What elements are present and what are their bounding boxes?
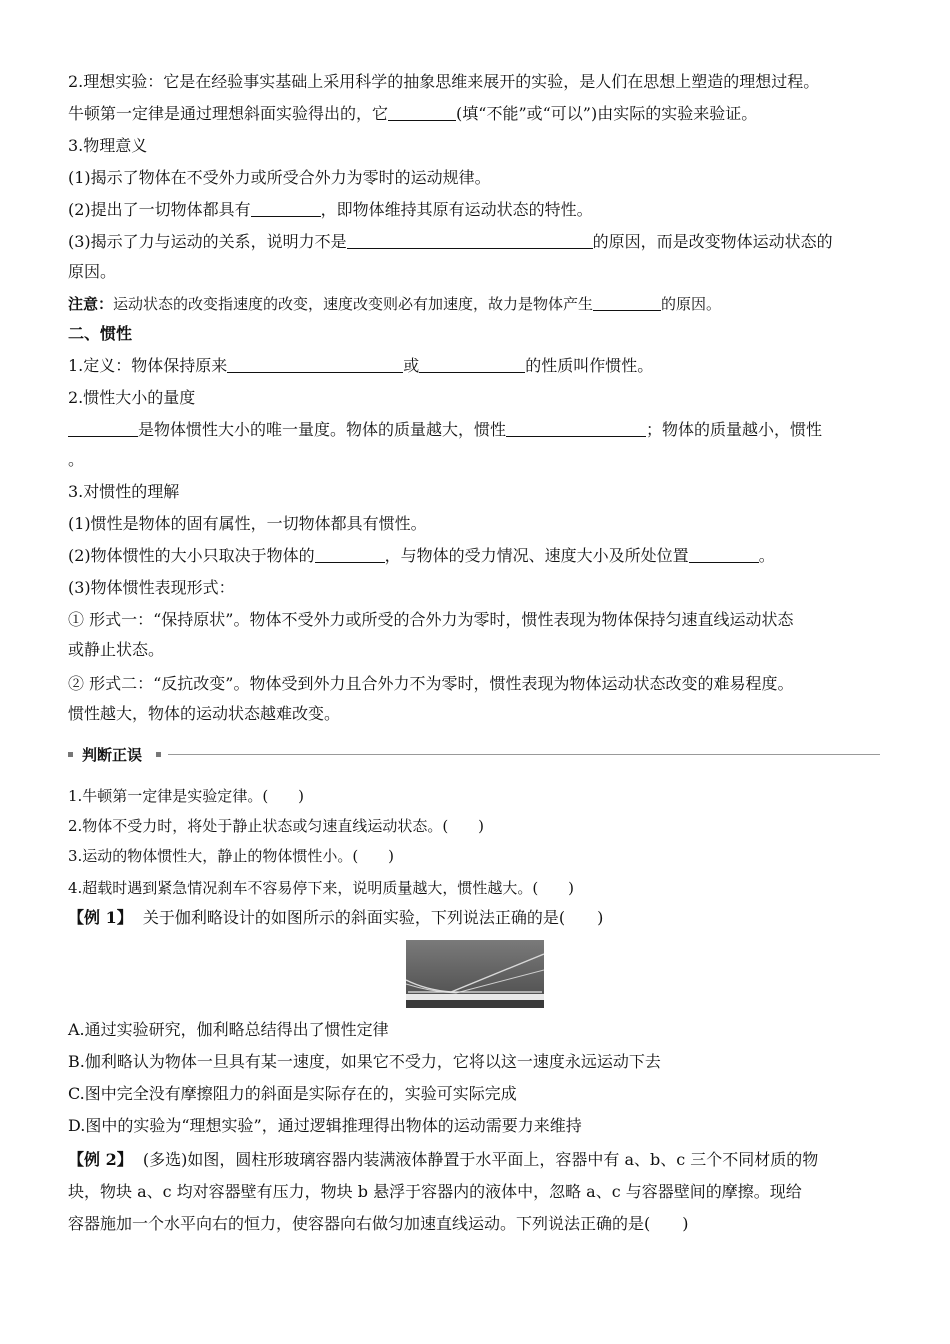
judge-section-header xyxy=(68,744,880,766)
example-1-option: A.通过实验研究，伽利略总结得出了惯性定律 xyxy=(68,1020,389,1039)
judge-item: 4.超载时遇到紧急情况刹车不容易停下来，说明质量越大，惯性越大。( ) xyxy=(68,879,575,897)
example-2-line1: 【例 2】 (多选)如图，圆柱形玻璃容器内装满液体静置于水平面上，容器中有 a、b、c 三个不同材质的物 xyxy=(68,1150,819,1169)
example-1-option: D.图中的实验为“理想实验”，通过逻辑推理得出物体的运动需要力来维持 xyxy=(68,1116,582,1135)
example-label: 【例 1】 xyxy=(68,908,133,927)
judge-item: 2.物体不受力时，将处于静止状态或匀速直线运动状态。( ) xyxy=(68,817,485,835)
judge-item: 1.牛顿第一定律是实验定律。( ) xyxy=(68,787,305,805)
fill-blank[interactable] xyxy=(251,200,321,217)
meaning-item-2: (2)提出了一切物体都具有 ，即物体维持其原有运动状态的特性。 xyxy=(68,200,593,219)
judge-item: 3.运动的物体惯性大，静止的物体惯性小。( ) xyxy=(68,847,395,865)
meaning-item-3: (3)揭示了力与运动的关系，说明力不是 的原因，而是改变物体运动状态的 xyxy=(68,232,833,251)
form-two-line1: ② 形式二：“反抗改变”。物体受到外力且合外力不为零时，惯性表现为物体运动状态改变的难易程度。 xyxy=(68,674,794,693)
inertia-measure-title: 2.惯性大小的量度 xyxy=(68,388,196,407)
fill-blank[interactable] xyxy=(689,546,759,563)
fill-blank[interactable] xyxy=(68,420,138,437)
ideal-experiment-line1: 2.理想实验：它是在经验事实基础上采用科学的抽象思维来展开的实验，是人们在思想上塑造的理想过程。 xyxy=(68,72,820,91)
example-1-option: B.伽利略认为物体一旦具有某一速度，如果它不受力，它将以这一速度永远运动下去 xyxy=(68,1052,661,1071)
meaning-item-1: (1)揭示了物体在不受外力或所受合外力为零时的运动规律。 xyxy=(68,168,491,187)
understand-item-1: (1)惯性是物体的固有属性，一切物体都具有惯性。 xyxy=(68,514,427,533)
section-heading-inertia: 二、惯性 xyxy=(68,324,133,343)
fill-blank[interactable] xyxy=(419,356,525,373)
example-2-line3: 容器施加一个水平向右的恒力，使容器向右做匀加速直线运动。下列说法正确的是( ) xyxy=(68,1214,689,1233)
example-1-option: C.图中完全没有摩擦阻力的斜面是实际存在的，实验可实际完成 xyxy=(68,1084,517,1103)
example-2-line2: 块，物块 a、c 均对容器壁有压力，物块 b 悬浮于容器内的液体中，忽略 a、c 与容器壁间的摩擦。现给 xyxy=(68,1182,802,1201)
fill-blank[interactable] xyxy=(388,104,456,121)
physical-meaning-title: 3.物理意义 xyxy=(68,136,148,155)
example-label: 【例 2】 xyxy=(68,1150,133,1169)
meaning-item-3-cont: 原因。 xyxy=(68,262,117,281)
fill-blank[interactable] xyxy=(227,356,403,373)
fill-blank[interactable] xyxy=(593,294,661,311)
example-1-question: 【例 1】 关于伽利略设计的如图所示的斜面实验，下列说法正确的是( ) xyxy=(68,908,604,927)
square-bullet-icon xyxy=(68,752,73,757)
inertia-definition: 1.定义：物体保持原来 或 的性质叫作惯性。 xyxy=(68,356,654,375)
ideal-experiment-line2: 牛顿第一定律是通过理想斜面实验得出的，它 (填“不能”或“可以”)由实际的实验来验证。 xyxy=(68,104,758,123)
form-two-line2: 惯性越大，物体的运动状态越难改变。 xyxy=(68,704,341,723)
galileo-incline-figure xyxy=(406,940,544,1008)
form-one-line1: ① 形式一：“保持原状”。物体不受外力或所受的合外力为零时，惯性表现为物体保持匀速直线运动状态 xyxy=(68,610,794,629)
judge-title: 判断正误 xyxy=(82,746,143,764)
understand-item-2: (2)物体惯性的大小只取决于物体的 ，与物体的受力情况、速度大小及所处位置 。 xyxy=(68,546,775,565)
divider-line xyxy=(168,754,880,755)
form-one-line2: 或静止状态。 xyxy=(68,640,165,659)
inertia-understand-title: 3.对惯性的理解 xyxy=(68,482,180,501)
fill-blank[interactable] xyxy=(315,546,385,563)
incline-experiment-image xyxy=(406,940,544,1008)
fill-blank[interactable] xyxy=(506,420,646,437)
fill-blank[interactable] xyxy=(347,232,593,249)
understand-item-3: (3)物体惯性表现形式： xyxy=(68,578,235,597)
inertia-measure-end: 。 xyxy=(68,450,85,469)
note-line: 注意：运动状态的改变指速度的改变，速度改变则必有加速度，故力是物体产生 的原因。 xyxy=(68,295,722,313)
inertia-measure-line: 是物体惯性大小的唯一量度。物体的质量越大，惯性 ；物体的质量越小，惯性 xyxy=(68,420,822,440)
square-bullet-icon xyxy=(156,752,161,757)
